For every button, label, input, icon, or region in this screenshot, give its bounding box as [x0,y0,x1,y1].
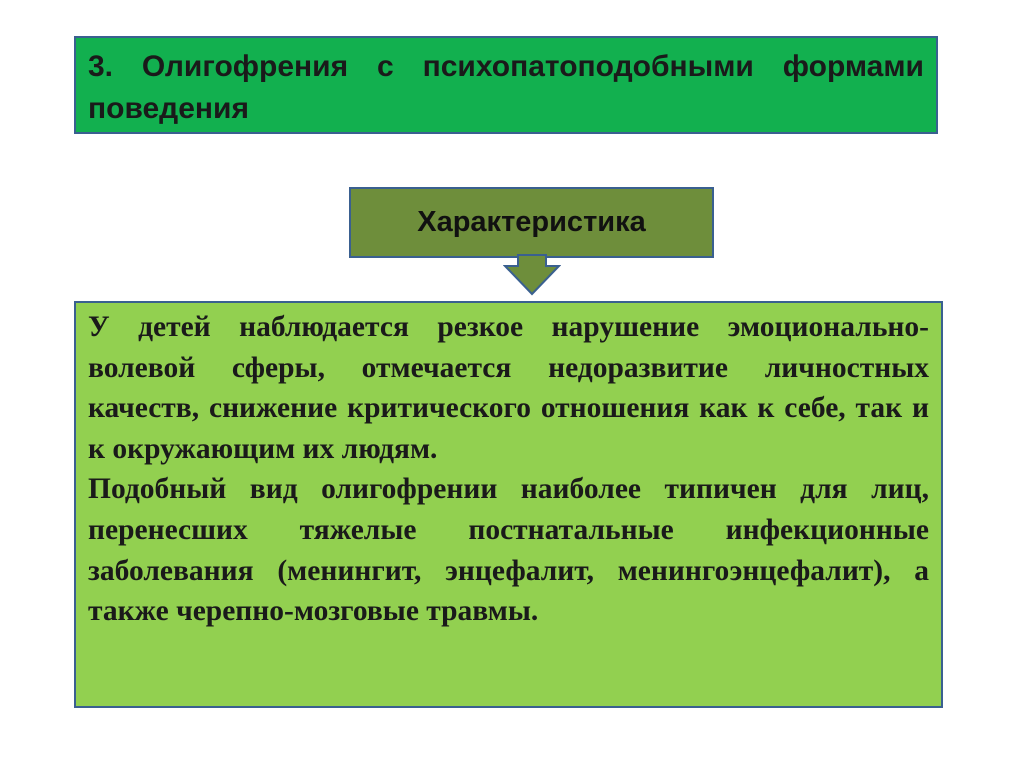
content-box [74,301,943,708]
title-box [74,36,938,134]
characteristic-label: Характеристика [417,206,646,238]
characteristic-box [349,187,714,258]
content-paragraph-2: Подобный вид олигофрении наиболее типичен для лиц, перенесших тяжелые постнатальные инфекционные заболевания (менингит, энцефалит, менингоэнцефалит), а также черепно-мозговые травмы. [88,473,929,628]
down-arrow-icon [503,254,561,296]
slide-title: 3. Олигофрения с психопатоподобными формами поведения [88,50,924,125]
content-paragraph-1: У детей наблюдается резкое нарушение эмоционально-волевой сферы, отмечается недоразвитие личностных качеств, снижение критического отношения как к себе, так и к окружающим их людям. [88,311,929,465]
